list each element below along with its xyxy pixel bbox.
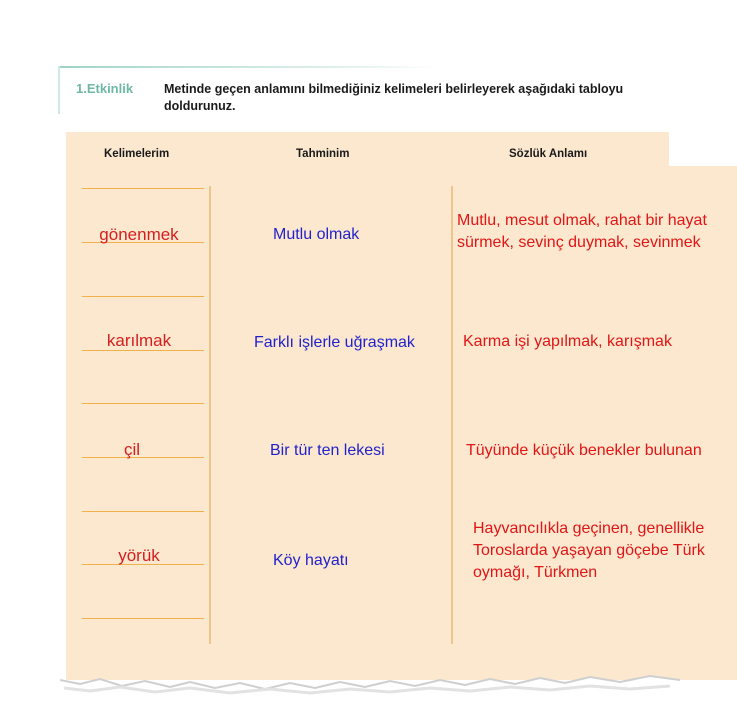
guess-cell: Farklı işlerle uğraşmak <box>254 334 415 351</box>
header-dictionary: Sözlük Anlamı <box>509 148 588 160</box>
header-words: Kelimelerim <box>104 148 170 160</box>
meaning-cell: Tüyünde küçük benekler bulunan <box>466 442 702 459</box>
writing-line <box>82 618 204 619</box>
writing-line <box>82 296 204 297</box>
header-guess: Tahminim <box>296 148 350 160</box>
header-divider <box>58 66 438 68</box>
activity-label: 1.Etkinlik <box>76 81 134 96</box>
column-divider-right <box>451 186 453 644</box>
guess-cell: Mutlu olmak <box>273 226 360 243</box>
word-cell: çil <box>123 440 141 459</box>
meaning-cell: Hayvancılıkla geçinen, genellikle Toroslarda yaşayan göçebe Türk oymağı, Türkmen <box>473 520 705 581</box>
meaning-cell: Mutlu, mesut olmak, rahat bir hayat sürmek, sevinç duymak, sevinmek <box>457 212 707 251</box>
word-cell: karılmak <box>106 331 172 350</box>
column-divider-left <box>209 186 211 644</box>
guess-cell: Köy hayatı <box>273 552 349 569</box>
guess-cell: Bir tür ten lekesi <box>270 442 385 459</box>
word-cell: yörük <box>118 546 160 565</box>
header-accent-bar <box>58 66 60 114</box>
writing-line <box>82 403 204 404</box>
word-cell: gönenmek <box>99 225 179 244</box>
meaning-cell: Karma işi yapılmak, karışmak <box>463 333 672 350</box>
writing-line <box>82 511 204 512</box>
writing-line <box>82 188 204 189</box>
activity-instruction: Metinde geçen anlamını bilmediğiniz kelimeleri belirleyerek aşağıdaki tabloyu doldurunuz. <box>164 82 624 113</box>
torn-paper-edge <box>60 668 680 708</box>
